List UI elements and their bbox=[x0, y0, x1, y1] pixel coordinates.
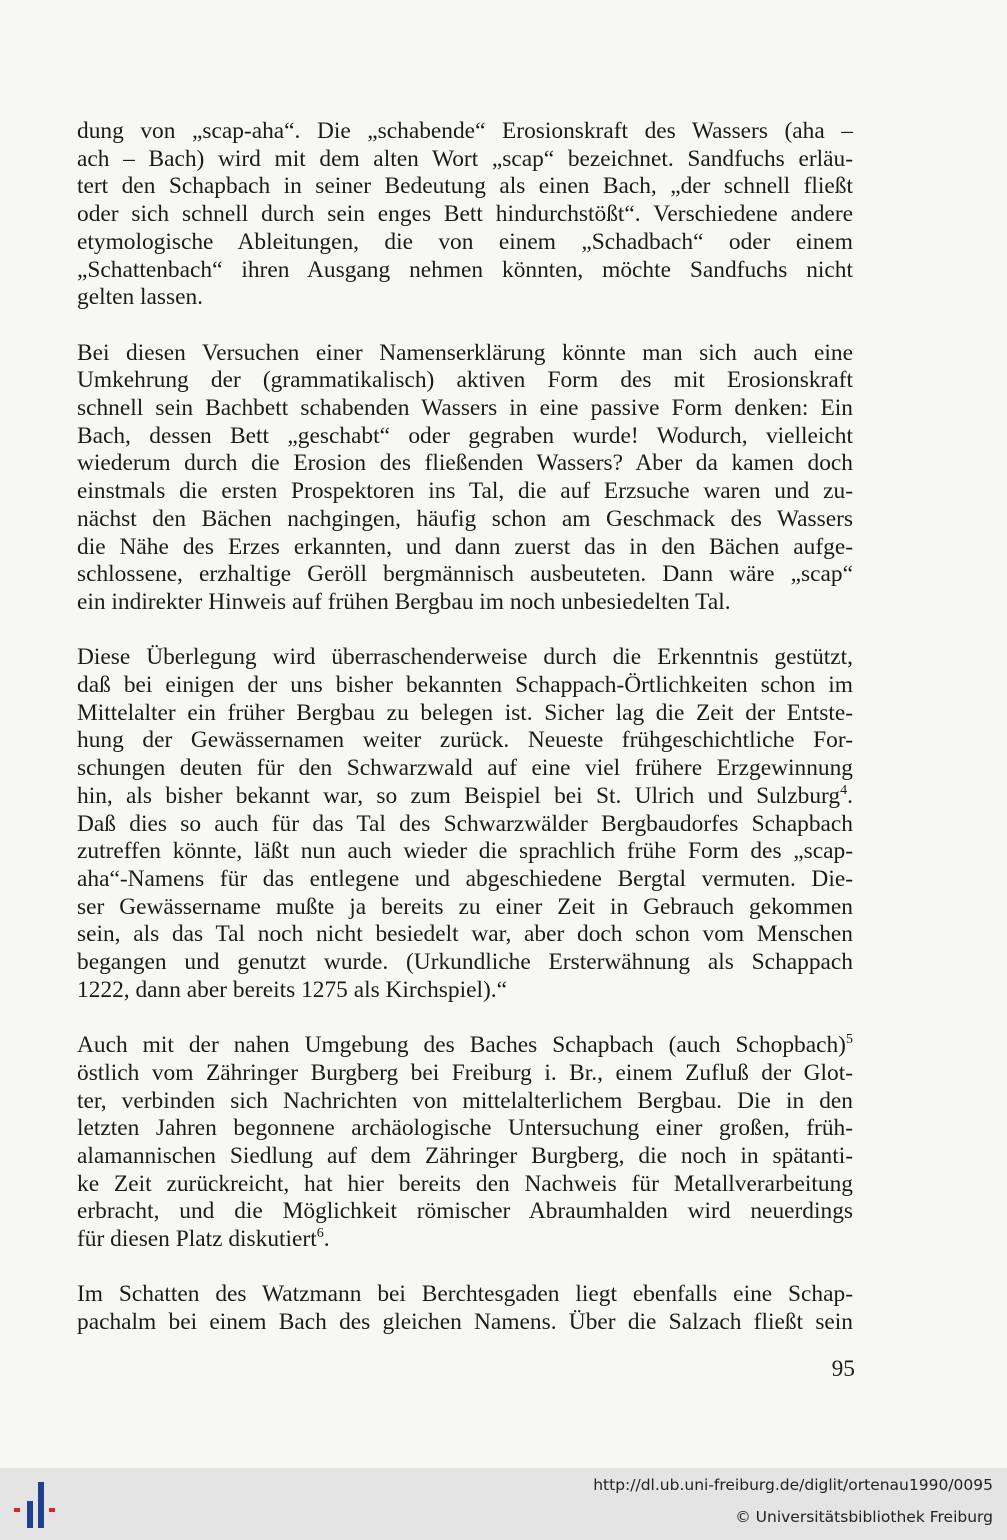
paragraph bbox=[77, 340, 853, 617]
text-line: schlossene, erzhaltige Geröll bergmännisch ausbeuteten. Dann wäre „scap“ bbox=[77, 561, 853, 588]
text-line: ter, verbinden sich Nachrichten von mittelalterlichem Bergbau. Die in den bbox=[77, 1087, 853, 1114]
text-line: etymologische Ableitungen, die von einem „Schadbach“ oder einem bbox=[77, 228, 853, 255]
text-line: „Schattenbach“ ihren Ausgang nehmen könnten, möchte Sandfuchs nicht bbox=[77, 256, 853, 283]
text-line: Auch mit der nahen Umgebung des Baches Schapbach (auch Schopbach)$^5$ bbox=[77, 1031, 853, 1059]
text-line: aha“-Namens für das entlegene und abgeschiedene Bergtal vermuten. Die- bbox=[77, 865, 853, 892]
text-line: Bei diesen Versuchen einer Namenserklärung könnte man sich auch eine bbox=[77, 339, 853, 366]
text-line: für diesen Platz diskutiert$^6$. bbox=[77, 1224, 330, 1253]
text-line: oder sich schnell durch sein enges Bett hindurchstößt“. Verschiedene andere bbox=[77, 201, 853, 228]
text-line: einstmals die ersten Prospektoren ins Tal, die auf Erzsuche waren und zu- bbox=[77, 478, 853, 505]
text-line: ach – Bach) wird mit dem alten Wort „scap“ bezeichnet. Sandfuchs erläu- bbox=[77, 145, 853, 172]
text-line: östlich vom Zähringer Burgberg bei Freiburg i. Br., einem Zufluß der Glot- bbox=[77, 1059, 853, 1086]
text-line: sein, als das Tal noch nicht besiedelt war, aber doch schon vom Menschen bbox=[77, 921, 853, 948]
ub-freiburg-logo-icon bbox=[14, 1480, 64, 1530]
text-line: gelten lassen. bbox=[77, 284, 204, 311]
text-line: Umkehrung der (grammatikalisch) aktiven Form des mit Erosionskraft bbox=[77, 367, 853, 394]
text-line: schnell sein Bachbett schabenden Wassers in eine passive Form denken: Ein bbox=[77, 395, 853, 422]
text-line: 1222, dann aber bereits 1275 als Kirchspiel).“ bbox=[77, 976, 507, 1003]
text-line: Im Schatten des Watzmann bei Berchtesgaden liegt ebenfalls eine Schap- bbox=[77, 1281, 853, 1308]
text-line: ser Gewässername mußte ja bereits zu einer Zeit in Gebrauch gekommen bbox=[77, 893, 853, 920]
paragraph bbox=[77, 118, 853, 312]
text-line: schungen deuten für den Schwarzwald auf eine viel frühere Erzgewinnung bbox=[77, 755, 853, 782]
text-line: Diese Überlegung wird überraschenderweise durch die Erkenntnis gestützt, bbox=[77, 644, 853, 671]
text-line: nächst den Bächen nachgingen, häufig schon am Geschmack des Wassers bbox=[77, 505, 853, 532]
text-line: begangen und genutzt wurde. (Urkundliche Ersterwähnung als Schappach bbox=[77, 949, 853, 976]
footnote-marker: 4 bbox=[840, 781, 848, 798]
text-line: Mittelalter ein früher Bergbau zu belegen ist. Sicher lag die Zeit der Entste- bbox=[77, 699, 853, 726]
body-text bbox=[77, 118, 853, 1365]
paragraph bbox=[77, 1032, 853, 1254]
text-line: daß bei einigen der uns bisher bekannten Schappach-Örtlichkeiten schon im bbox=[77, 672, 853, 699]
text-line: Daß dies so auch für das Tal des Schwarzwälder Bergbaudorfes Schapbach bbox=[77, 810, 853, 837]
text-line: Bach, dessen Bett „geschabt“ oder gegraben wurde! Wodurch, vielleicht bbox=[77, 422, 853, 449]
text-line: hung der Gewässernamen weiter zurück. Neueste frühgeschichtliche For- bbox=[77, 727, 853, 754]
footnote-marker: 5 bbox=[845, 1031, 853, 1048]
text-line: hin, als bisher bekannt war, so zum Beispiel bei St. Ulrich und Sulzburg$^4$. bbox=[77, 781, 853, 809]
footer-bar bbox=[0, 1468, 1007, 1540]
text-line: tert den Schapbach in seiner Bedeutung als einen Bach, „der schnell fließt bbox=[77, 173, 853, 200]
paragraph bbox=[77, 1281, 853, 1336]
footer-url-link[interactable]: http://dl.ub.uni-freiburg.de/diglit/ortenau1990/0095 bbox=[593, 1476, 993, 1494]
text-line: wiederum durch die Erosion des fließenden Wassers? Aber da kamen doch bbox=[77, 450, 853, 477]
text-line: erbracht, und die Möglichkeit römischer Abraumhalden wird neuerdings bbox=[77, 1198, 853, 1225]
text-line: letzten Jahren begonnene archäologische Untersuchung einer großen, früh- bbox=[77, 1115, 853, 1142]
text-line: zutreffen könnte, läßt nun auch wieder die sprachlich frühe Form des „scap- bbox=[77, 838, 853, 865]
text-line: pachalm bei einem Bach des gleichen Namens. Über die Salzach fließt sein bbox=[77, 1309, 853, 1336]
text-line: ke Zeit zurückreicht, hat hier bereits den Nachweis für Metallverarbeitung bbox=[77, 1170, 853, 1197]
text-line: ein indirekter Hinweis auf frühen Bergbau im noch unbesiedelten Tal. bbox=[77, 588, 731, 615]
footer-copyright: © Universitätsbibliothek Freiburg bbox=[735, 1508, 993, 1526]
page-number: 95 bbox=[831, 1356, 855, 1382]
footnote-marker: 6 bbox=[316, 1224, 324, 1241]
text-line: alamannischen Siedlung auf dem Zähringer Burgberg, die noch in spätanti- bbox=[77, 1142, 853, 1169]
text-line: dung von „scap-aha“. Die „schabende“ Erosionskraft des Wassers (aha – bbox=[77, 118, 853, 144]
text-line: die Nähe des Erzes erkannten, und dann zuerst das in den Bächen aufge- bbox=[77, 533, 853, 560]
paragraph bbox=[77, 644, 853, 1004]
